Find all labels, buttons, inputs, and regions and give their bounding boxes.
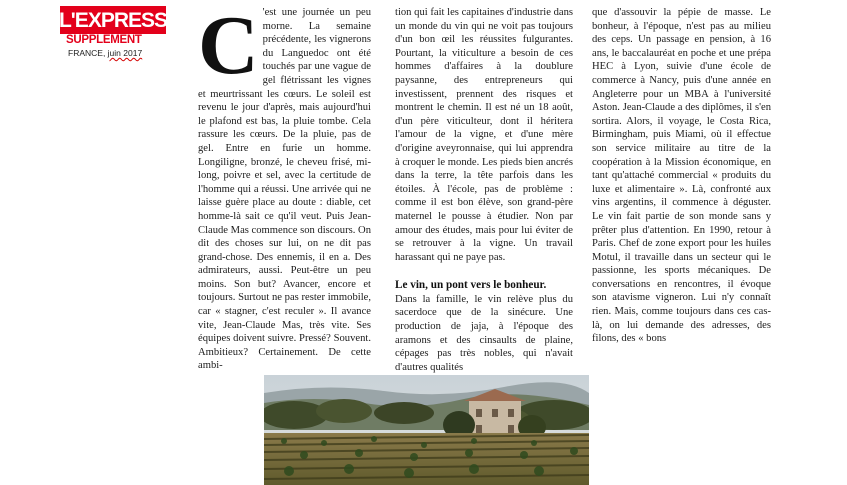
column-1-text: 'est une journée un peu morne. La semaine précédente, les vignerons du Languedoc ont été touchés par une vague de gel flétrissant les vignes et meurtrissant les cœurs. Le soleil est revenu le jour d'après, mais aujourd'hui le plafond est bas, la pluie tombe. Cela rassure les cœurs. De la pluie, pas de gel. Entre en furie un homme. Longiligne, bronzé, le cheveu frisé, mi-long, poivre et sel, avec la certitude de l'homme qui a réussi. Une arrivée qui ne laisse guère place au doute : diable, cet homme-là sait ce qu'il veut. Puis Jean-Claude Mas commence son discours. On dit des choses sur lui, on ne dit pas grand-chose. Des ennemis, il en a. Des admirateurs, aussi. Peut-être un peu moins. Son but? Avancer, encore et toujours. Surtout ne pas rester immobile, car « stagner, c'est reculer ». Il avance vite, Jean-Claude Mas, très vite. Ses équipes doivent suivre. Pressé? Souvent. Ambitieux? Certainement. De cette ambi- — [198, 7, 371, 372]
column-3-text: que d'assouvir la pépie de masse. Le bonheur, à l'époque, n'est pas au milieu des ceps. Un passage en pension, à 16 ans, le baccalauréat en poche et une prépa HEC à Lyon, suivie d'une école de commerce à Nancy, puis d'une année en Angleterre pour un MBA à l'université Aston. Jean-Claude a des diplômes, il s'en sortira. Alors, il voyage, le Costa Rica, Birmingham, puis Miami, où il effectue son service militaire au titre de la coopération à la Mission économique, en tant qu'attaché commercial « produits du luxe et alimentaire ». Là, confronté aux vins argentins, il commence à déguster. Le vin fait partie de son monde sans y prêter plus d'attention. En 1990, retour à Paris. Chef de zone export pour les huiles Motul, il travaille dans un secteur qui le passionne, les sports mécaniques. De conversations en rencontres, il évoque son atavisme vigneron. Lui n'y connaît rien. Mais, comme toujours dans ces cas-là, on lui demande des adresses, des filons, des « bons — [592, 7, 771, 345]
column-2-paragraph-2: Dans la famille, le vin relève plus du sacerdoce que de la sinécure. Une production de jaja, à l'époque des aramons et des cinsaults de plaine, cépages pas très nobles, qui n'avait d'autres qualités — [395, 293, 573, 373]
supplement-label: SUPPLÉMENT — [66, 34, 142, 46]
vineyard-photo — [264, 375, 589, 485]
article-column-1 — [198, 0, 371, 373]
column-2-paragraph-1: tion qui fait les capitaines d'industrie dans un monde du vin qui ne voit pas toujours d'un bon œil les réussites fulgurantes. Pourtant, la viticulture a besoin de ces hommes d'affaires à la doublure paysanne, des entrepreneurs qui investissent, prennent des risques et montrent le chemin. Il est né un 18 août, d'un père viticulteur, dont il héritera l'amour de la vigne, et d'une mère d'origine aveyronnaise, qui lui apprendra à croquer le monde. Les pieds bien ancrés dans la terre, la tête parfois dans les étoiles. À l'école, pas de problème : comme il est bon élève, son grand-père maternel le pousse à étudier. Non par amour des études, mais pour lui éviter de se retrouver à la vigne. Un travail harassant qui ne paye pas. — [395, 7, 573, 263]
article-column-3 — [592, 6, 771, 346]
article-subheading: Le vin, un pont vers le bonheur. — [395, 279, 547, 292]
express-logo: L'EXPRESS — [60, 6, 166, 34]
edition-label — [68, 48, 142, 58]
edition-country: FRANCE, — [68, 48, 108, 58]
edition-date: juin 2017 — [107, 48, 143, 58]
article-column-2 — [395, 6, 573, 374]
drop-cap: C — [198, 0, 259, 92]
